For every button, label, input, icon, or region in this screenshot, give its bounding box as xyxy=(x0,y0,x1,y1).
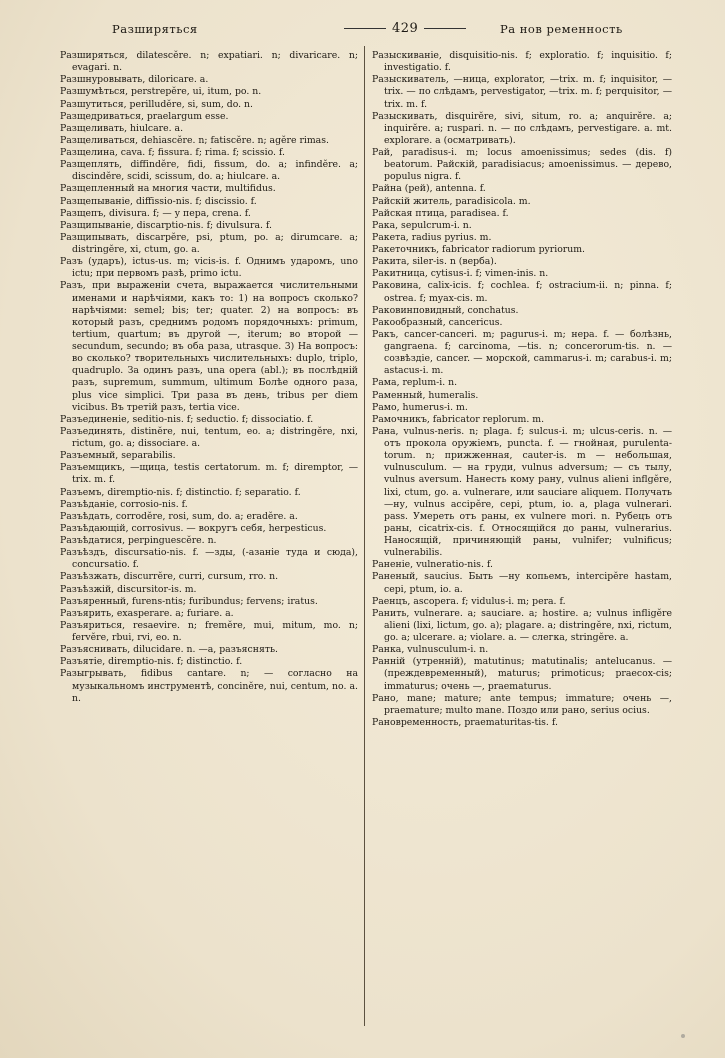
left-column xyxy=(60,50,358,705)
page-number: 429 xyxy=(338,21,472,36)
dictionary-entry: Ракъ, cancer-canceri. m; pagurus-i. m; нера. f. — болѣзнь, gangraena. f; carcinoma, —tis. n; concerorum-tis. n. — созвѣздіе, cancer. — морской, cammarus-i. m; carabus-i. m; astacus-i. m. xyxy=(372,328,672,377)
dictionary-entry: Раенцъ, ascopera. f; vidulus-i. m; pera. f. xyxy=(372,595,566,607)
dictionary-entry: Разыскиваніе, disquisitio-nis. f; exploratio. f; inquisitio. f; investigatio. f. xyxy=(372,50,672,74)
dictionary-entry: Разщепъ, divisura. f; — у пера, crena. f. xyxy=(60,207,251,219)
dictionary-entry: Разширяться, dilatescĕre. n; expatiari. n; divaricare. n; evagari. n. xyxy=(60,50,358,74)
header-right-word: Ра нов ременность xyxy=(500,22,623,36)
dictionary-entry: Раменный, humeralis. xyxy=(372,389,479,401)
dictionary-entry: Ракета, radius pyrius. m. xyxy=(372,231,492,243)
dictionary-entry: Разшумѣться, perstrepĕre, ui, itum, po. n. xyxy=(60,86,262,98)
dictionary-entry: Рано, mane; mature; ante tempus; immature; очень —, praemature; multo mane. Поздо или рано, serius ocius. xyxy=(372,692,672,716)
dictionary-entry: Райна (рей), antenna. f. xyxy=(372,183,486,195)
dictionary-entry: Разъемный, separabilis. xyxy=(60,450,176,462)
dictionary-entry: Разъемщикъ, —щица, testis certatorum. m. f; diremptor, —trix. m. f. xyxy=(60,462,358,486)
dictionary-entry: Ракеточникъ, fabricator radiorum pyriorum. xyxy=(372,244,585,255)
dictionary-entry: Раненіе, vulneratio-nis. f. xyxy=(372,559,493,571)
dictionary-entry: Разъярить, exasperare. a; furiare. a. xyxy=(60,607,234,619)
dictionary-entry: Ранка, vulnusculum-i. n. xyxy=(372,644,489,656)
page-header xyxy=(88,22,678,40)
column-divider xyxy=(364,46,365,1026)
dictionary-entry: Разыскиватель, —ница, explorator, —trix. m. f; inquisitor, —trix. — по слѣдамъ, pervestigator, —trix. m. f; perquisitor, —trix. m. f. xyxy=(372,74,672,110)
dictionary-entry: Рамочникъ, fabricator replorum. m. xyxy=(372,413,545,425)
dictionary-entry: Разшутиться, perillu​dĕre, si, sum, do. n. xyxy=(60,98,254,110)
dictionary-entry: Разщеливаться, dehiascĕre. n; fatiscĕre. n; agĕre rimas. xyxy=(60,134,329,146)
dictionary-entry: Раковинповидный, conchatus. xyxy=(372,304,519,316)
dictionary-entry: Ракообразный, cancericus. xyxy=(372,316,503,328)
dictionary-entry: Разъѣданіе, corrosio-nis. f. xyxy=(60,498,188,510)
dictionary-entry: Рай, paradisus-i. m; locus amoenissimus; sedes (dis. f) beatorum. Райскій, paradisiacus; amoenissimus. — дерево, populus nigra. f. xyxy=(372,147,672,183)
dictionary-entry: Разщипываніе, discarptio-nis. f; divulsura. f. xyxy=(60,219,272,231)
dictionary-entry: Райскій житель, paradisicola. m. xyxy=(372,195,531,207)
dictionary-entry: Раненый, saucius. Быть —ну копьемъ, intercipĕre hastam, cepi, ptum, io. a. xyxy=(372,571,672,595)
dictionary-entry: Рамо, humerus-i. m. xyxy=(372,401,468,413)
dictionary-entry: Разъяриться, resaevire. n; fremĕre, mui, mitum, mo. n; fervĕre, rbui, rvi, eo. n. xyxy=(60,619,358,643)
dictionary-entry: Разъемъ, diremptio-nis. f; distinctio. f; separatio. f. xyxy=(60,486,301,498)
dictionary-entry: Разъѣдающій, corrosivus. — вокругъ себя, herpesticus. xyxy=(60,522,327,534)
dictionary-entry: Рама, replum-i. n. xyxy=(372,377,458,389)
header-left-word: Разширяться xyxy=(112,22,198,36)
dictionary-entry: Раковина, calix-icis. f; cochlea. f; ostracium-ii. n; pinna. f; ostrea. f; myax-cis. m. xyxy=(372,280,672,304)
dictionary-entry: Разыгрывать, fidibus cantare. n; — согласно на музыкальномъ инструментѣ, concinĕre, nui, centum, no. a. n. xyxy=(60,668,358,704)
dictionary-entry: Разъѣзжать, discurrĕre, curri, cursum, rro. n. xyxy=(60,571,279,583)
dictionary-entry: Рановременность, praematuritas-tis. f. xyxy=(372,716,558,728)
dictionary-entry: Ракитница, cytisus-i. f; vimen-inis. n. xyxy=(372,268,549,280)
dictionary-entry: Рана, vulnus-neris. n; plaga. f; sulcus-i. m; ulcus-ceris. n. — отъ прокола оружіемъ, puncta. f. — гнойная, purulenta-torum. n; прижженная, cauter-is. m — небольшая, vulnusculum. — на груди, vulnus adversum; — съ тылу, vulnus aversum. Нанесть кому рану, vulnus alieni inflgĕre, lixi, ctum, go. a. vulnerare, или sauciare aliquem. Получать —ну, vulnus accipĕre, cepi, ptum, io. a, plaga vulnerari. pass. Умереть отъ раны, ex vulnere mori. n. Рубецъ отъ раны, cicatrix-cis. f. Относящійся до раны, vulnerarius. Наносящій, причиняющій раны, vulnifer; vulnificus; vulnerabilis. xyxy=(372,425,672,559)
dictionary-entry: Разъѣздъ, discursatio-nis. f. —зды, (-азаніе туда и сюда), concursatio. f. xyxy=(60,547,358,571)
dictionary-entry: Разщипывать, discarpĕre, psi, ptum, po. a; dirumcare. a; distringĕre, xi, ctum, go. a. xyxy=(60,231,358,255)
dictionary-entry: Разшнуровывать, diloricare. a. xyxy=(60,74,209,86)
dictionary-entry: Разъѣдатися, perpinguescĕre. n. xyxy=(60,535,217,546)
paper-speck xyxy=(681,1034,685,1038)
dictionary-entry: Разъѣзжій, discursitor-is. m. xyxy=(60,583,197,595)
dictionary-entry: Разъединеніе, seditio-nis. f; seductio. f; dissociatio. f. xyxy=(60,413,314,425)
dictionary-entry: Рака, sepulcrum-i. n. xyxy=(372,219,472,231)
dictionary-entry: Разщелина, cava. f; fissura. f; rima. f; scissio. f. xyxy=(60,147,285,158)
dictionary-entry: Разщедриваться, praelargum esse. xyxy=(60,110,229,122)
dictionary-entry: Разъяснивать, dilucidare. n. —a, разъяснять. xyxy=(60,644,278,656)
dictionary-entry: Разъ, при выраженіи счета, выражается числительными именами и нарѣчіями, какъ то: 1) на вопросъ сколько? нарѣчіями: semel; bis; ter; quater. 2) на вопросъ: въ который разъ, среднимъ родомъ порядочныхъ: primum, tertium, quartum; въ другой —, iterum; во второй — secundum, secundo; въ оба раза, utrasque. 3) На вопросъ: во сколько? творительныхъ числительныхъ: duplo, triplo, quadruplo. За одинъ разъ, una opera (abl.); въ послѣдній разъ, supremum, summum, ultimum Болѣе одного раза, plus vice simplici. Три раза въ день, tribus per diem vicibus. Въ третій разъ, tertia vice. xyxy=(60,280,358,413)
dictionary-entry: Ракита, siler-is. n (верба). xyxy=(372,256,497,268)
dictionary-entry: Разъединять, distinĕre, nui, tentum, eo. a; distringĕre, nxi, rictum, go. a; dissociare. a. xyxy=(60,425,358,449)
dictionary-entry: Разщепываніе, diffissio-nis. f; discissio. f. xyxy=(60,195,257,207)
dictionary-entry: Ранній (утренній), matutinus; matutinalis; antelucanus. —(преждевременный), maturus; primoticus; praecox-cis; immaturus; очень —, praematurus. xyxy=(372,656,672,692)
dictionary-entry: Разъѣдать, corrodĕre, rosi, sum, do. a; eradĕre. a. xyxy=(60,510,298,522)
dictionary-entry: Разъятіе, diremptio-nis. f; distinctio. f. xyxy=(60,656,243,668)
right-column xyxy=(372,50,672,729)
dictionary-entry: Разыскивать, disquirĕre, sivi, situm, ro. a; anquirĕre. a; inquirĕre. a; ruspari. n. — по слѣдамъ, pervestigare. a. mt. explorare. a (осматривать). xyxy=(372,110,672,146)
dictionary-entry: Ранить, vulnerare. a; sauciare. a; hostire. a; vulnus infligĕre alieni (lixi, lictum, go. a); plagare. a; distringĕre, nxi, rictum, go. a; ulcerare. a; violare. a. — слегка, stringĕre. a. xyxy=(372,607,672,643)
dictionary-entry: Разщеплять, diffindĕre, fidi, fissum, do. a; infindĕre. a; discindĕre, scidi, scissum, do. a; hiulcare. a. xyxy=(60,159,358,183)
dictionary-entry: Разъяренный, furens-ntis; furibundus; fervens; iratus. xyxy=(60,595,318,607)
dictionary-entry: Разъ (ударъ), ictus-us. m; vicis-is. f. Однимъ ударомъ, uno ictu; при первомъ разѣ, primo ictu. xyxy=(60,256,358,280)
dictionary-entry: Разщеливать, hiulcare. a. xyxy=(60,122,184,134)
dictionary-entry: Райская птица, paradisea. f. xyxy=(372,207,509,219)
dictionary-entry: Разщепленный на многия части, multifidus. xyxy=(60,183,276,195)
